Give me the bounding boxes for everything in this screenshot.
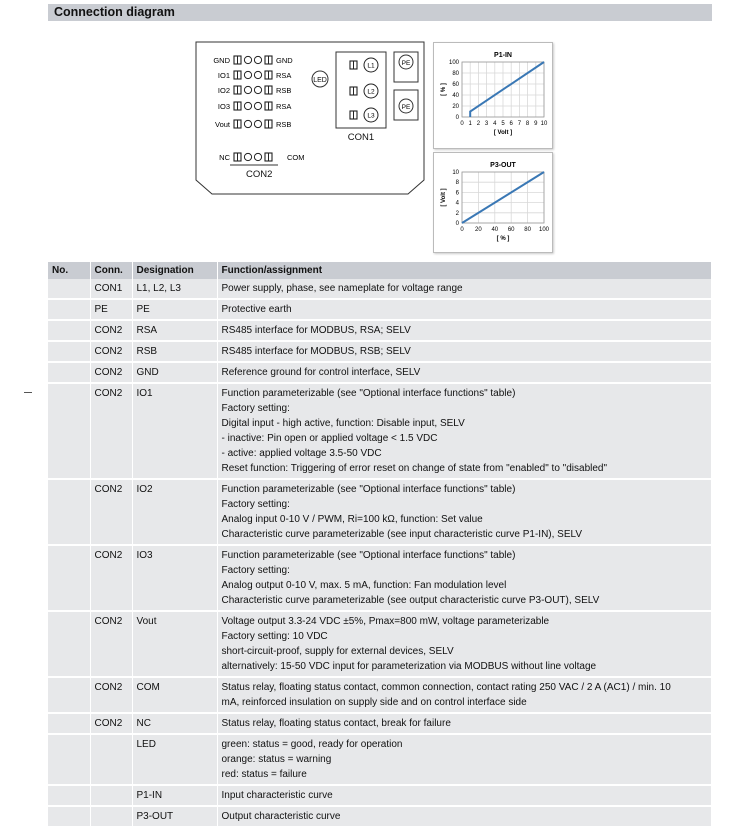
chart-p1-in-plot [434,43,552,148]
function-line: Factory setting: [221,403,290,414]
table-row [48,479,712,545]
function-line: Function parameterizable (see "Optional interface functions" table) [221,484,516,495]
y-tick-label: 10 [452,170,459,176]
function-line: Function parameterizable (see "Optional interface functions" table) [221,550,516,561]
chart-p3-out [433,152,553,253]
con2-pin-right-label: COM [287,153,305,162]
row-conn: CON2 [90,677,132,713]
row-function [217,383,712,479]
row-conn: CON2 [90,362,132,383]
table-row [48,611,712,677]
x-tick-label: 20 [475,227,482,233]
row-designation: IO1 [132,383,217,479]
x-axis-label: [ % ] [496,236,510,242]
function-line: Analog output 0-10 V, max. 5 mA, function: Fan modulation level [221,580,507,591]
con2-label: CON2 [246,169,273,180]
con2-pin-left-label: IO3 [217,102,230,111]
row-no [48,785,90,806]
connection-diagram [190,40,430,200]
row-designation: GND [132,362,217,383]
row-function [217,279,712,299]
con2-pin-left-label: NC [219,153,230,162]
function-line: Input characteristic curve [221,790,333,801]
row-designation: RSB [132,341,217,362]
row-no [48,545,90,611]
row-no [48,341,90,362]
row-no [48,479,90,545]
series-line [462,172,544,223]
function-line: Analog input 0-10 V / PWM, Ri=100 kΩ, function: Set value [221,514,483,525]
chart-title: P1-IN [494,52,512,59]
function-line: Status relay, floating status contact, common connection, contact rating 250 VAC / 2 A (AC1) / min. 10 [221,682,671,693]
con2-pin-circle [254,56,261,63]
row-no [48,320,90,341]
row-conn: CON2 [90,713,132,734]
function-line: Status relay, floating status contact, break for failure [221,718,451,729]
con2-pin-circle [254,86,261,93]
table-row [48,785,712,806]
row-conn [90,785,132,806]
row-conn: CON2 [90,383,132,479]
con2-pin-circle [254,71,261,78]
function-line: Digital input - high active, function: Disable input, SELV [221,418,465,429]
row-designation: IO3 [132,545,217,611]
table-row [48,734,712,785]
x-tick-label: 6 [509,121,513,127]
row-designation: P1-IN [132,785,217,806]
x-tick-label: 100 [538,227,550,233]
function-line: Output characteristic curve [221,811,341,822]
header-conn: Conn. [90,262,132,279]
con2-pin-left-label: IO2 [217,86,230,95]
con2-pin-circle [254,120,261,127]
y-axis-label: [ % ] [441,83,447,96]
function-line: Factory setting: [221,499,290,510]
table-row [48,362,712,383]
y-axis-label: [ Volt ] [441,188,447,207]
function-line: Characteristic curve parameterizable (see output characteristic curve P3-OUT), SELV [221,595,600,606]
x-tick-label: 0 [460,227,464,233]
series-line [470,62,544,117]
con2-pin-right-label: GND [276,56,293,65]
x-tick-label: 80 [524,227,531,233]
row-function [217,677,712,713]
function-line: red: status = failure [221,769,307,780]
y-tick-label: 40 [452,93,459,99]
function-line: short-circuit-proof, supply for external devices, SELV [221,646,454,657]
con2-pin-right-label: RSB [276,120,292,129]
function-line: RS485 interface for MODBUS, RSB; SELV [221,346,411,357]
x-tick-label: 9 [534,121,538,127]
con2-pin-circle [244,102,251,109]
row-conn: CON2 [90,545,132,611]
row-designation: NC [132,713,217,734]
row-function [217,806,712,827]
row-no [48,713,90,734]
table-row [48,806,712,827]
con1-terminal-block [336,52,386,128]
y-tick-label: 100 [448,60,459,66]
chart-p1-in [433,42,553,149]
function-line: Reset function: Triggering of error reset on change of state from "enabled" to "disabled" [221,463,608,474]
function-line: green: status = good, ready for operation [221,739,403,750]
header-no: No. [48,262,90,279]
function-line: Reference ground for control interface, SELV [221,367,421,378]
function-line: - inactive: Pin open or applied voltage < 1.5 VDC [221,433,438,444]
con1-terminal-label: L2 [367,88,375,96]
y-tick-label: 8 [455,180,459,187]
y-tick-label: 6 [455,190,459,197]
table-row [48,320,712,341]
function-line: Voltage output 3.3-24 VDC ±5%, Pmax=800 mW, voltage parameterizable [221,616,550,627]
table-row [48,713,712,734]
row-no [48,279,90,299]
con2-pin-circle [244,120,251,127]
row-conn: CON2 [90,479,132,545]
con2-pin-circle [254,102,261,109]
y-tick-label: 0 [455,115,459,121]
x-tick-label: 4 [493,121,497,127]
row-designation: Vout [132,611,217,677]
con2-pin-left-label: GND [213,56,230,65]
row-conn [90,734,132,785]
row-function [217,479,712,545]
row-function [217,341,712,362]
function-line: orange: status = warning [221,754,332,765]
assignment-table [48,262,712,828]
row-conn [90,806,132,827]
row-no [48,611,90,677]
y-tick-label: 60 [452,82,459,88]
chart-title: P3-OUT [490,162,516,169]
row-designation: LED [132,734,217,785]
con1-terminal-label: L3 [367,112,375,120]
y-tick-label: 2 [455,210,459,217]
function-line: Factory setting: 10 VDC [221,631,328,642]
led-label: LED [313,77,327,84]
row-function [217,785,712,806]
function-line: Factory setting: [221,565,290,576]
pe-label-top: PE [401,60,411,67]
con2-pin-circle [244,56,251,63]
con2-pin-circle [254,153,261,160]
function-line: Power supply, phase, see nameplate for voltage range [221,283,463,294]
row-designation: COM [132,677,217,713]
table-row [48,341,712,362]
con2-pin-circle [244,86,251,93]
row-no [48,806,90,827]
row-no [48,734,90,785]
table-row [48,299,712,320]
row-no [48,383,90,479]
row-conn: PE [90,299,132,320]
con2-pin-right-label: RSA [276,102,292,111]
row-conn: CON2 [90,341,132,362]
row-conn: CON2 [90,320,132,341]
header-designation: Designation [132,262,217,279]
x-tick-label: 8 [525,121,530,127]
y-tick-label: 4 [455,200,459,207]
table-header-row [48,262,712,279]
row-designation: IO2 [132,479,217,545]
con2-pin-circle [244,71,251,78]
con1-label: CON1 [347,132,375,143]
y-tick-label: 0 [455,221,459,227]
x-tick-label: 2 [476,121,481,127]
function-line: - active: applied voltage 3.5-50 VDC [221,448,382,459]
row-function [217,299,712,320]
table-row [48,545,712,611]
header-function: Function/assignment [217,262,712,279]
row-function [217,611,712,677]
table-row [48,279,712,299]
row-function [217,545,712,611]
function-line: alternatively: 15-50 VDC input for parameterization via MODBUS without line voltage [221,661,597,672]
function-line: mA, reinforced insulation on supply side and on control interface side [221,697,527,708]
x-tick-label: 5 [501,121,505,127]
row-designation: P3-OUT [132,806,217,827]
con2-pin-circle [244,153,251,160]
x-axis-label: [ Volt ] [493,130,513,136]
row-no [48,677,90,713]
x-tick-label: 0 [460,121,464,127]
row-no [48,362,90,383]
table-row [48,677,712,713]
row-no [48,299,90,320]
row-conn: CON2 [90,611,132,677]
row-designation: PE [132,299,217,320]
x-tick-label: 60 [507,227,515,233]
table-row [48,383,712,479]
function-line: Function parameterizable (see "Optional interface functions" table) [221,388,516,399]
function-line: Protective earth [221,304,292,315]
row-designation: L1, L2, L3 [132,279,217,299]
con2-pin-right-label: RSB [276,86,292,95]
row-function [217,734,712,785]
function-line: RS485 interface for MODBUS, RSA; SELV [221,325,411,336]
y-tick-label: 20 [452,104,459,110]
x-tick-label: 7 [517,121,522,127]
function-line: Characteristic curve parameterizable (see input characteristic curve P1-IN), SELV [221,529,583,540]
con2-pin-left-label: Vout [214,120,230,129]
margin-mark [24,392,32,393]
chart-p3-out-plot [434,153,552,252]
section-title: Connection diagram [48,4,712,21]
x-tick-label: 10 [540,121,548,127]
row-designation: RSA [132,320,217,341]
y-tick-label: 80 [452,71,459,77]
con2-pin-right-label: RSA [276,71,292,80]
con2-pin-left-label: IO1 [217,71,230,80]
row-function [217,713,712,734]
con1-terminal-label: L1 [367,62,375,70]
row-conn: CON1 [90,279,132,299]
x-tick-label: 3 [484,121,489,127]
pe-label-bottom: PE [401,104,411,111]
row-function [217,320,712,341]
x-tick-label: 1 [468,121,472,127]
x-tick-label: 40 [491,227,499,233]
row-function [217,362,712,383]
